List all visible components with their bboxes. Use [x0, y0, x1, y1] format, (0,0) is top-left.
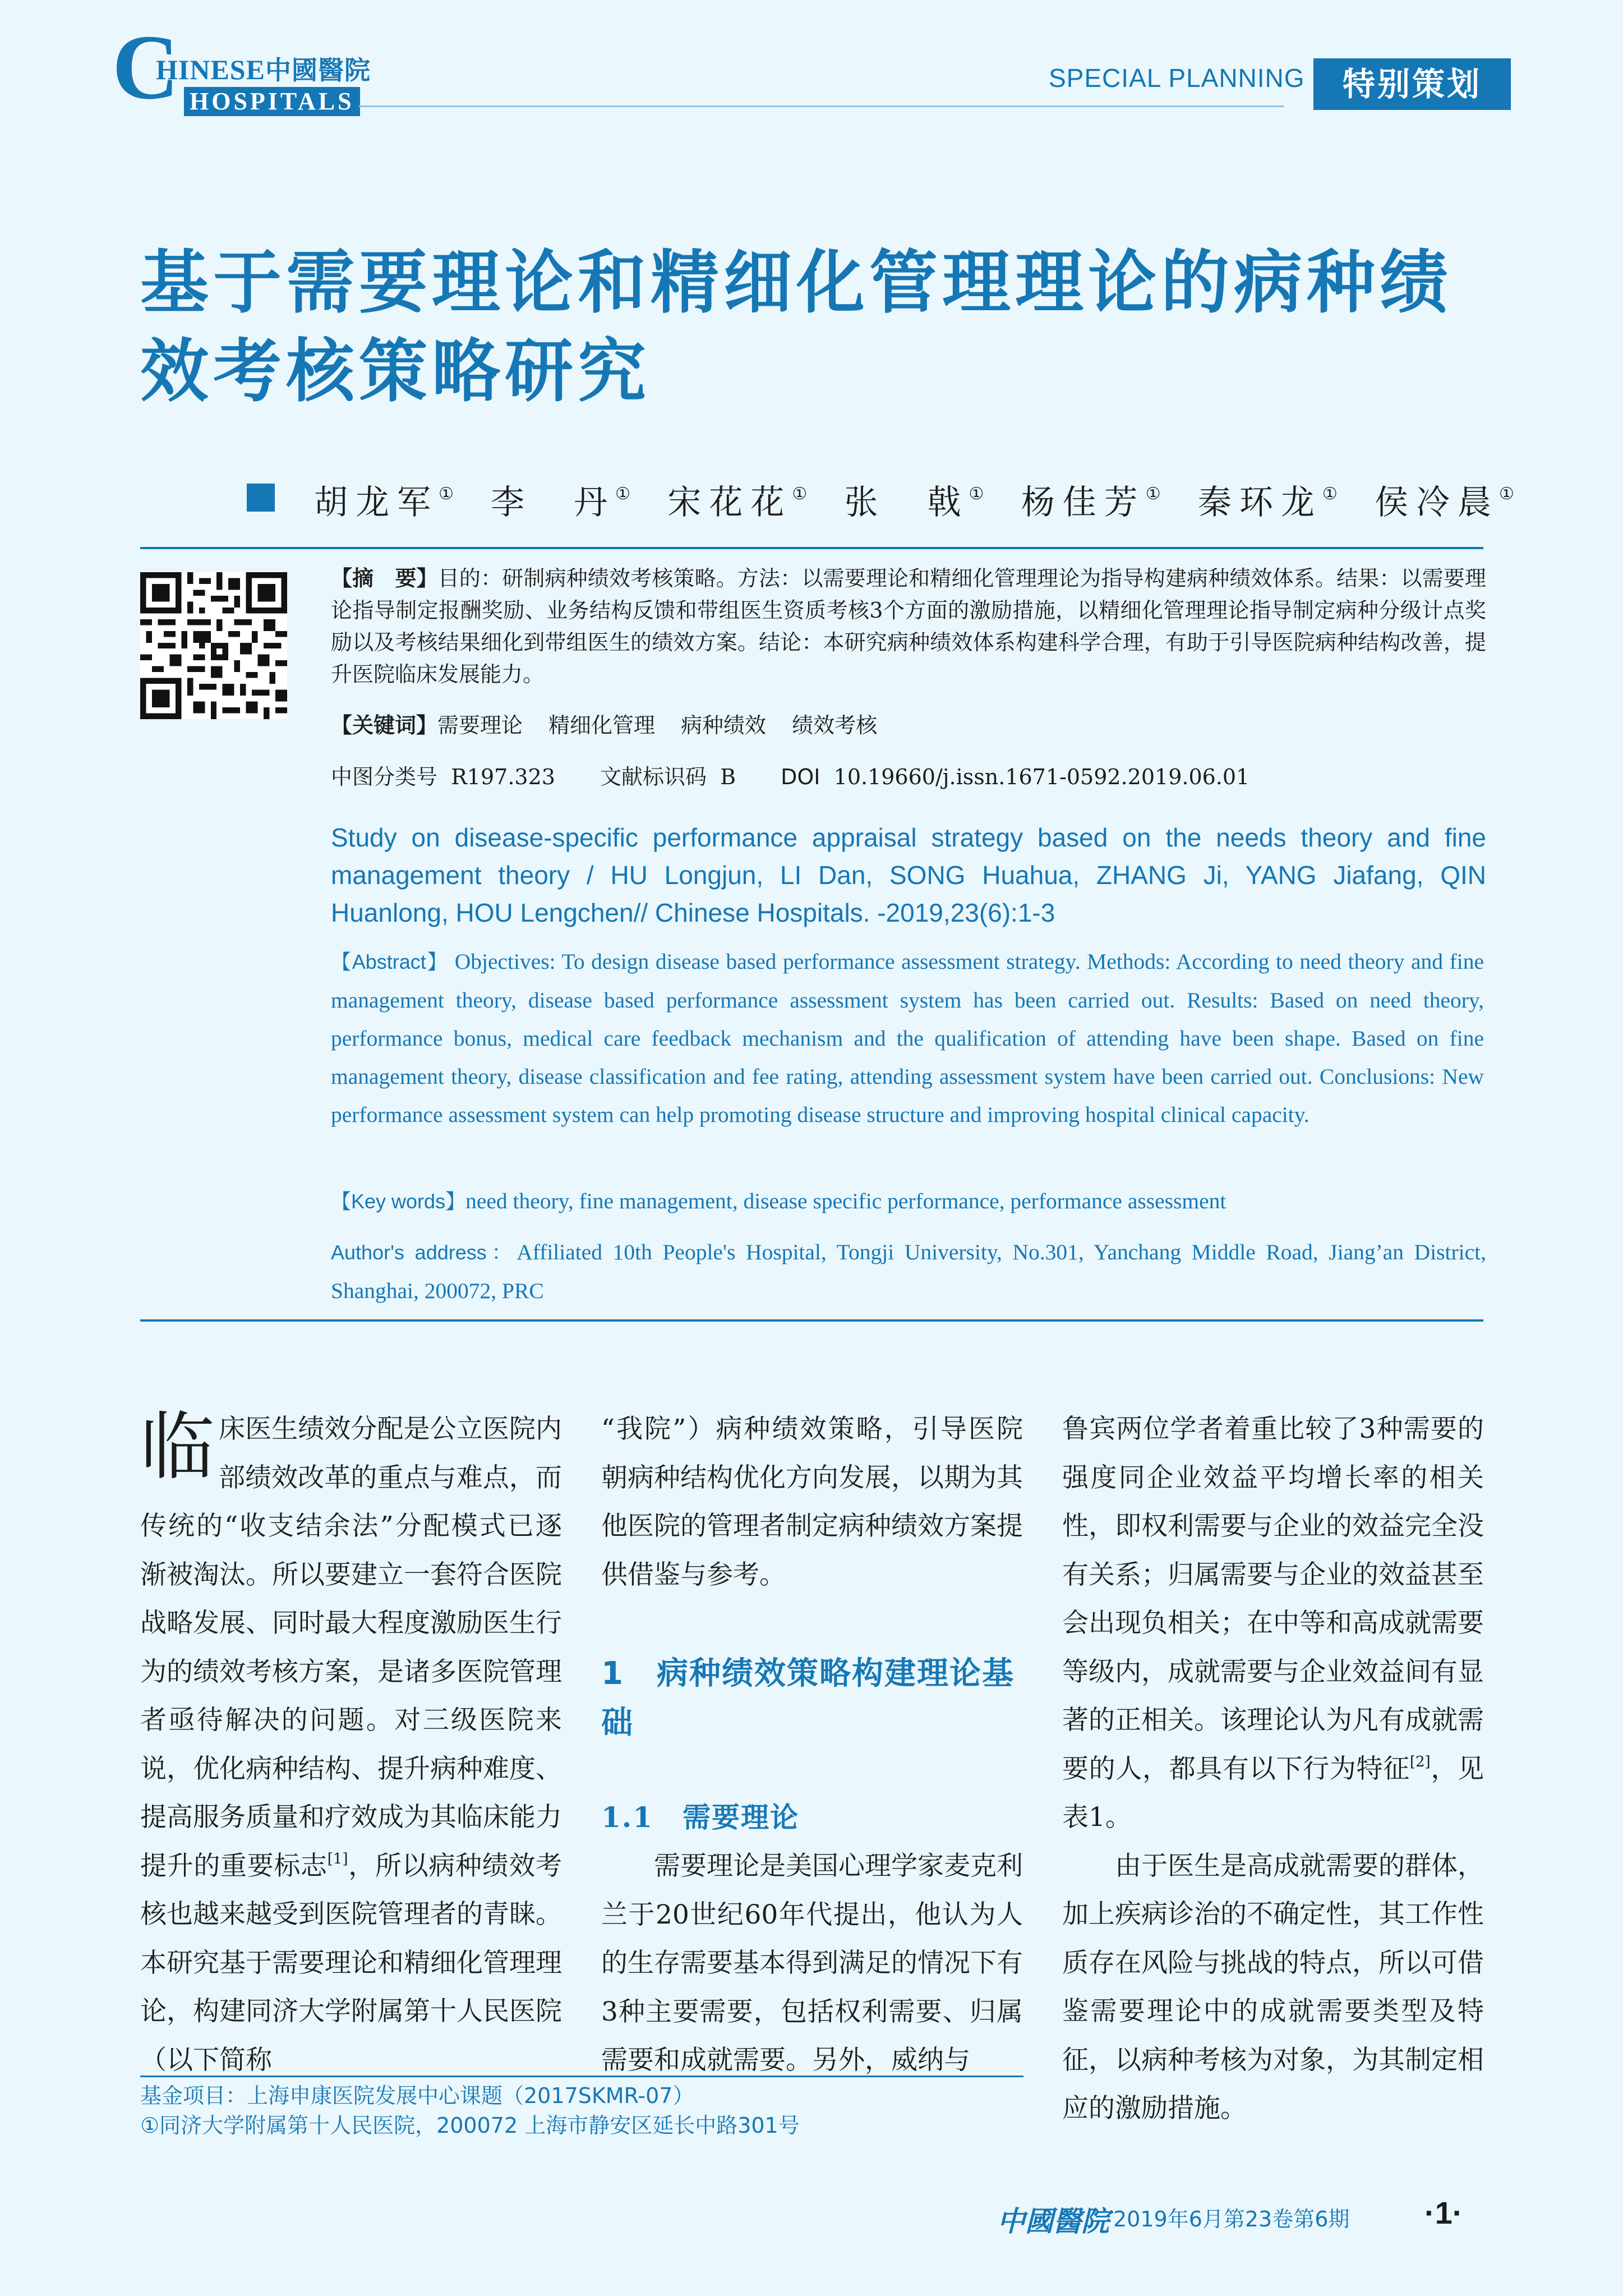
- logo-line1-cn: 中國醫院: [265, 55, 371, 85]
- body-paragraph: “我院”）病种绩效策略，引导医院朝病种结构优化方向发展，以期为其他医院的管理者制定病种绩效方案提供借鉴与参考。: [601, 1414, 1023, 1590]
- author-name: 张 戟①: [844, 483, 984, 522]
- body-paragraph: 鲁宾两位学者着重比较了3种需要的强度同企业效益平均增长率的相关性，即权利需要与企业的效益完全没有关系；归属需要与企业的效益甚至会出现负相关；在中等和高成就需要等级内，成就需要与企业效益间有显著的正相关。该理论认为凡有成就需要的人，都具有以下行为特征[2]，见表1。: [1062, 1414, 1484, 1833]
- page-number: ·1·: [1424, 2195, 1463, 2230]
- footer-issue-info: 2019年6月第23卷第6期: [1113, 2207, 1350, 2231]
- keywords-cn: [331, 708, 903, 739]
- keywords-en-text: need theory, fine management, disease specific performance, performance assessment: [465, 1189, 1227, 1213]
- footer-journal-name: 中國醫院: [997, 2205, 1109, 2238]
- logo-letter-c: C: [112, 16, 179, 118]
- address-text: Affiliated 10th People's Hospital, Tongji University, No.301, Yanchang Middle Road, Jiang’an District, Shanghai, 200072, PRC: [331, 1240, 1487, 1303]
- body-paragraph: 由于医生是高成就需要的群体，加上疾病诊治的不确定性，其工作性质存在风险与挑战的特点，所以可借鉴需要理论中的成就需要类型及特征，以病种考核为对象，为其制定相应的激励措施。: [1062, 1850, 1484, 2124]
- logo-line1: [156, 50, 371, 87]
- section-label-en: SPECIAL PLANNING: [1049, 63, 1305, 93]
- author-list: [314, 476, 1514, 524]
- keyword-cn: 需要理论: [437, 713, 523, 738]
- logo-line1-en: HINESE: [156, 54, 265, 85]
- address-label: Author's address：: [331, 1241, 517, 1264]
- class-label: 中图分类号: [331, 765, 438, 789]
- author-name: 胡龙军①: [314, 483, 454, 522]
- affiliation-note: ①同济大学附属第十人民医院，200072 上海市静安区延长中路301号: [140, 2113, 800, 2138]
- author-address: [331, 1233, 1486, 1310]
- abstract-en: [331, 942, 1484, 1134]
- body-column-2: [601, 1405, 1023, 1599]
- classification-line: [331, 760, 1249, 790]
- keywords-en: [331, 1186, 1486, 1214]
- body-column-1: [140, 1405, 562, 2085]
- article-title: 基于需要理论和精细化管理理论的病种绩效考核策略研究: [140, 243, 1453, 411]
- author-square-marker: [247, 484, 275, 512]
- author-name: 李 丹①: [491, 483, 631, 522]
- author-name: 宋花花①: [667, 483, 808, 522]
- body-column-2-continued: [601, 1842, 1023, 2085]
- doc-code-label: 文献标识码: [600, 765, 707, 789]
- logo-line2: HOSPITALS: [184, 87, 360, 116]
- abstract-en-label: 【Abstract】: [331, 950, 449, 973]
- class-value: R197.323: [451, 765, 555, 789]
- abstract-cn: [331, 563, 1486, 691]
- english-title: Study on disease-specific performance appraisal strategy based on the needs theory and fine management theory / HU Longjun, LI Dan, SONG Huahua, ZHANG Ji, YANG Jiafang, QIN Huanlong, HOU Lengchen// Chinese Hospitals. -2019,23(6):1-3: [331, 823, 1486, 927]
- body-paragraph: 临床医生绩效分配是公立医院内部绩效改革的重点与难点，而传统的“收支结余法”分配模式已逐渐被淘汰。所以要建立一套符合医院战略发展、同时最大程度激励医生行为的绩效考核方案，是诸多医院管理者亟待解决的问题。对三级医院来说，优化病种结构、提升病种难度、提高服务质量和疗效成为其临床能力提升的重要标志[1]，所以病种绩效考核也越来越受到医院管理者的青睐。本研究基于需要理论和精细化管理理论，构建同济大学附属第十人民医院（以下简称: [140, 1404, 562, 2076]
- author-name: 侯冷晨①: [1375, 483, 1514, 522]
- citation-ref: [2]: [1409, 1753, 1431, 1770]
- footnote-rule: [140, 2076, 1023, 2077]
- abstract-top-rule: [140, 547, 1483, 549]
- abstract-cn-label: 【摘 要】: [331, 566, 438, 591]
- funding-note: 基金项目：上海申康医院发展中心课题（2017SKMR-07）: [140, 2083, 694, 2108]
- journal-logo: [112, 16, 371, 118]
- author-name: 秦环龙①: [1197, 483, 1338, 522]
- body-paragraph: 需要理论是美国心理学家麦克利兰于20世纪60年代提出，他认为人的生存需要基本得到满足的情况下有3种主要需要，包括权利需要、归属需要和成就需要。另外，威纳与: [601, 1851, 1023, 2076]
- keyword-cn: 精细化管理: [548, 713, 656, 738]
- section-label-cn: 特别策划: [1313, 58, 1511, 110]
- keyword-cn: 绩效考核: [792, 713, 878, 738]
- doi-label: DOI: [781, 765, 820, 789]
- keywords-cn-label: 【关键词】: [331, 713, 438, 738]
- keyword-cn: 病种绩效: [681, 713, 767, 738]
- citation-ref: [1]: [327, 1850, 348, 1867]
- doi-value: 10.19660/j.issn.1671-0592.2019.06.01: [833, 765, 1250, 789]
- keywords-en-label: 【Key words】: [331, 1190, 466, 1213]
- abstract-bottom-rule: [140, 1319, 1483, 1322]
- qr-code-icon: [140, 572, 287, 719]
- subsection-heading: 1.1 需要理论: [601, 1801, 799, 1834]
- header-divider: [359, 105, 1284, 107]
- abstract-en-text: Objectives: To design disease based performance assessment strategy. Methods: According to need theory and fine management theory, disease based performance assessment system has been carried out. Results: Based on need theory, performance bonus, medical care feedback mechanism and the qualification of attending have been shape. Based on fine management theory, disease classification and fee rating, attending assessment system have been carried out. Conclusions: New performance assessment system can help promoting disease structure and improving hospital clinical capacity.: [331, 949, 1484, 1127]
- drop-cap: 临: [140, 1404, 214, 1490]
- section-heading: 1 病种绩效策略构建理论基础: [601, 1655, 1015, 1741]
- body-column-3: [1062, 1405, 1484, 2133]
- doc-code-value: B: [720, 765, 736, 789]
- abstract-cn-text: 目的：研制病种绩效考核策略。方法：以需要理论和精细化管理理论为指导构建病种绩效体系。结果：以需要理论指导制定报酬奖励、业务结构反馈和带组医生资质考核3个方面的激励措施，以精细化管理理论指导制定病种分级计点奖励以及考核结果细化到带组医生的绩效方案。结论：本研究病种绩效体系构建科学合理，有助于引导医院病种结构改善，提升医院临床发展能力。: [331, 566, 1486, 687]
- author-name: 杨佳芳①: [1021, 483, 1161, 522]
